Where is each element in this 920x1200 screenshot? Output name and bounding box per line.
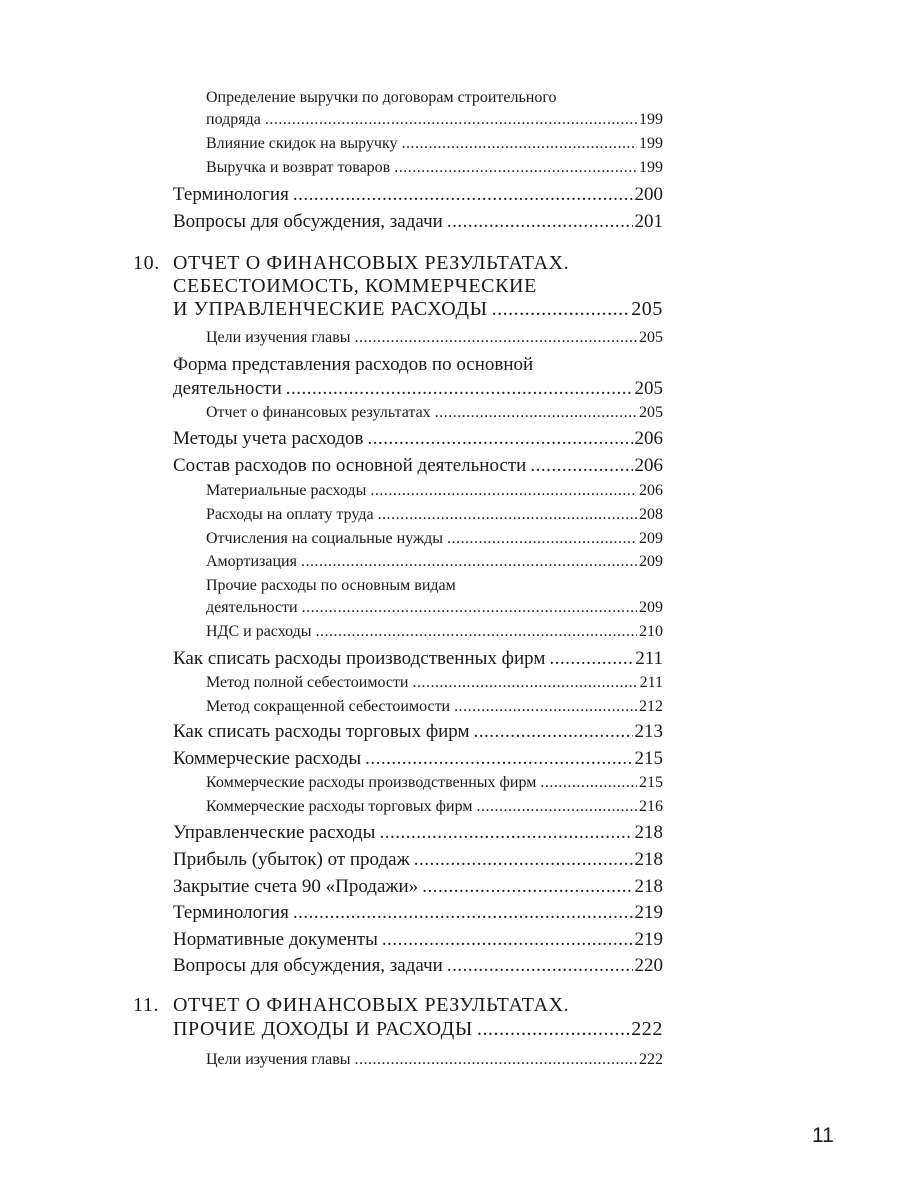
toc-entry[interactable] [206,159,663,177]
toc-entry[interactable] [173,378,663,400]
toc-entry-title: Как списать расходы торговых фирм [173,721,470,742]
toc-entry-title: Терминология [173,184,289,205]
toc-entry-title: Метод сокращенной себестоимости [206,698,451,715]
dot-leader [367,428,632,450]
toc-entry-title: Нормативные документы [173,929,378,950]
toc-entry-title: Расходы на оплату труда [206,506,374,523]
toc-entry[interactable] [173,849,663,871]
toc-entry-line1: Форма представления расходов по основной [173,354,534,375]
chapter-page: 222 [631,1018,663,1040]
toc-entry-title: деятельности [206,599,298,616]
toc-entry-title: Коммерческие расходы торговых фирм [206,798,473,815]
dot-leader [454,698,637,716]
toc-entry-title: Вопросы для обсуждения, задачи [173,955,443,976]
toc-entry[interactable] [173,721,663,743]
toc-entry[interactable] [173,428,663,450]
chapter-heading[interactable] [173,298,663,321]
toc-entry[interactable] [173,648,663,670]
toc-entry[interactable] [206,111,663,129]
toc-entry[interactable] [206,1051,663,1069]
toc-entry-page: 212 [639,698,663,715]
toc-entry[interactable] [206,774,663,792]
toc-entry-page: 220 [634,955,663,976]
toc-entry-page: 222 [639,1051,663,1068]
toc-entry-page: 211 [635,648,663,669]
dot-leader [370,482,637,500]
toc-entry-page: 218 [634,876,663,897]
dot-leader [402,135,637,153]
page-number: 11 [812,1124,834,1147]
toc-entry[interactable] [173,211,663,233]
toc-entry-page: 205 [639,329,663,346]
dot-leader [301,553,637,571]
toc-entry-title: Цели изучения главы [206,329,351,346]
toc-entry-page: 210 [639,623,663,640]
dot-leader [447,211,633,233]
toc-entry-title: Прибыль (убыток) от продаж [173,849,410,870]
toc-entry[interactable] [206,482,663,500]
dot-leader [265,111,637,129]
toc-entry-title: Как списать расходы производственных фирм [173,648,546,669]
toc-entry-line1: Определение выручки по договорам строительного [206,89,557,106]
toc-entry-page: 209 [639,553,663,570]
toc-entry[interactable] [206,506,663,524]
dot-leader [422,876,632,898]
dot-leader [302,599,637,617]
toc-entry-page: 215 [634,748,663,769]
toc-entry-title: Влияние скидок на выручку [206,135,398,152]
toc-entry-page: 215 [639,774,663,791]
toc-entry[interactable] [173,876,663,898]
dot-leader [365,748,632,770]
dot-leader [447,955,633,977]
toc-entry[interactable] [206,530,663,548]
toc-entry-title: Выручка и возврат товаров [206,159,391,176]
toc-entry[interactable] [173,455,663,477]
chapter-title-line2: ПРОЧИЕ ДОХОДЫ И РАСХОДЫ [173,1018,473,1040]
toc-entry-title: Коммерческие расходы [173,748,362,769]
toc-entry-title: деятельности [173,378,282,399]
toc-entry-title: Метод полной себестоимости [206,674,409,691]
dot-leader [530,455,632,477]
toc-entry-page: 213 [634,721,663,742]
toc-entry-page: 206 [639,482,663,499]
chapter-number: 11. [133,994,160,1016]
toc-entry[interactable] [173,929,663,951]
toc-entry-page: 205 [639,404,663,421]
toc-entry-title: Отчисления на социальные нужды [206,530,443,547]
toc-entry-title: Состав расходов по основной деятельности [173,455,527,476]
toc-entry-page: 209 [639,530,663,547]
toc-entry-page: 219 [634,902,663,923]
toc-entry-title: Методы учета расходов [173,428,364,449]
toc-entry-page: 209 [639,599,663,616]
toc-entry[interactable] [206,674,663,692]
dot-leader [540,774,637,792]
chapter-title-line2: СЕБЕСТОИМОСТЬ, КОММЕРЧЕСКИЕ [173,275,537,297]
dot-leader [378,506,637,524]
dot-leader [382,929,633,951]
toc-entry[interactable] [206,798,663,816]
toc-entry-title: Закрытие счета 90 «Продажи» [173,876,419,897]
dot-leader [477,1018,629,1041]
dot-leader [316,623,637,641]
toc-entry-page: 218 [634,822,663,843]
toc-entry-title: Терминология [173,902,289,923]
toc-entry-title: подряда [206,111,261,128]
toc-entry-page: 216 [639,798,663,815]
toc-entry[interactable] [173,748,663,770]
toc-entry-page: 206 [634,428,663,449]
toc-entry[interactable] [206,135,663,153]
toc-entry-title: НДС и расходы [206,623,312,640]
toc-entry-title: Вопросы для обсуждения, задачи [173,211,443,232]
toc-entry-page: 200 [634,184,663,205]
chapter-title-line1: ОТЧЕТ О ФИНАНСОВЫХ РЕЗУЛЬТАТАХ. [173,994,570,1016]
toc-entry-page: 206 [634,455,663,476]
toc-entry-title: Отчет о финансовых результатах [206,404,431,421]
dot-leader [394,159,637,177]
toc-entry[interactable] [173,902,663,924]
dot-leader [355,329,637,347]
toc-entry[interactable] [206,404,663,422]
toc-entry-title: Управленческие расходы [173,822,376,843]
toc-entry-page: 199 [639,111,663,128]
toc-entry-title: Материальные расходы [206,482,367,499]
toc-entry-page: 199 [639,135,663,152]
toc-entry-page: 211 [639,674,663,691]
toc-entry[interactable] [206,698,663,716]
toc-entry[interactable] [206,599,663,617]
chapter-heading[interactable] [173,1018,663,1041]
toc-entry[interactable] [173,822,663,844]
dot-leader [492,298,630,321]
dot-leader [293,902,633,924]
dot-leader [293,184,633,206]
dot-leader [549,648,633,670]
toc-entry[interactable] [206,553,663,571]
toc-entry-page: 205 [634,378,663,399]
toc-entry[interactable] [173,184,663,206]
toc-entry-page: 208 [639,506,663,523]
toc-entry-line1: Прочие расходы по основным видам [206,577,456,594]
dot-leader [355,1051,637,1069]
dot-leader [413,674,638,692]
toc-entry-page: 218 [634,849,663,870]
toc-entry-title: Цели изучения главы [206,1051,351,1068]
chapter-number: 10. [133,252,160,274]
dot-leader [286,378,633,400]
dot-leader [447,530,637,548]
toc-entry-page: 219 [634,929,663,950]
dot-leader [414,849,633,871]
dot-leader [474,721,633,743]
toc-entry[interactable] [173,955,663,977]
toc-entry-page: 201 [634,211,663,232]
dot-leader [435,404,637,422]
dot-leader [379,822,632,844]
toc-entry[interactable] [206,623,663,641]
chapter-title-line3: И УПРАВЛЕНЧЕСКИЕ РАСХОДЫ [173,298,488,320]
dot-leader [476,798,637,816]
toc-entry-title: Амортизация [206,553,297,570]
toc-entry-title: Коммерческие расходы производственных фирм [206,774,537,791]
chapter-title-line1: ОТЧЕТ О ФИНАНСОВЫХ РЕЗУЛЬТАТАХ. [173,252,570,274]
chapter-page: 205 [631,298,663,320]
toc-entry[interactable] [206,329,663,347]
toc-entry-page: 199 [639,159,663,176]
